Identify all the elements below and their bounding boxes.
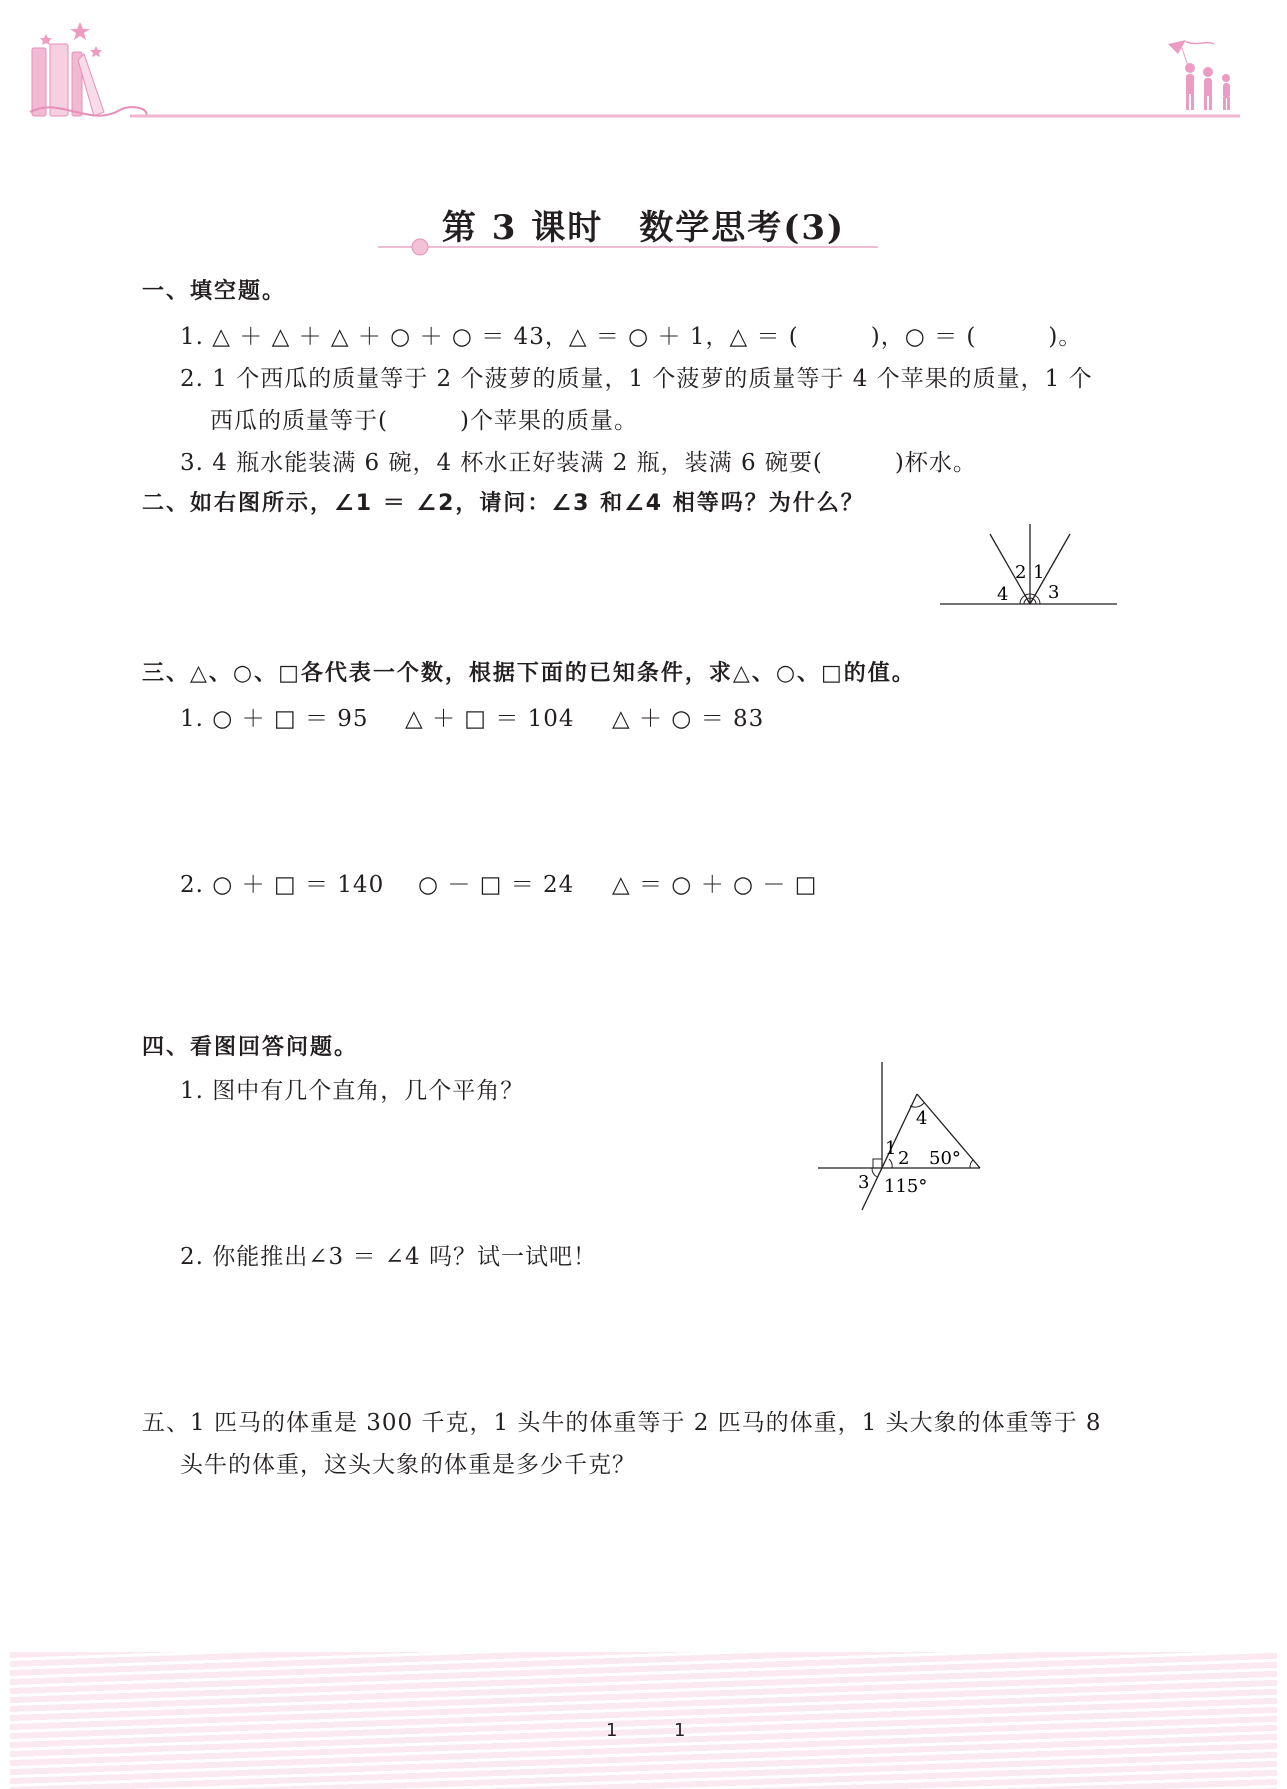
equation-3-1-a: 1. ○ ＋ □ ＝ 95: [180, 706, 369, 732]
equation-3-2-b: ○ － □ ＝ 24: [418, 872, 575, 898]
vine-ornament: [30, 107, 147, 116]
triangle-label-2: 2: [898, 1148, 910, 1169]
question-4-1: 1. 图中有几个直角，几个平角？: [180, 1078, 525, 1104]
question-1-2-line-2: 西瓜的质量等于( )个苹果的质量。: [210, 408, 638, 434]
children-kite-icon: [1168, 40, 1230, 110]
angle-figure-2: [935, 520, 1125, 610]
triangle-label-115deg: 115°: [884, 1176, 928, 1197]
footer-band: [10, 1652, 1277, 1789]
equation-3-2-c: △ ＝ ○ ＋ ○ － □: [612, 872, 818, 898]
angle-label-3: 3: [1048, 582, 1060, 603]
triangle-label-4: 4: [916, 1108, 928, 1129]
section-5-line-2: 头牛的体重，这头大象的体重是多少千克？: [180, 1452, 636, 1478]
angle-label-4: 4: [997, 584, 1009, 605]
section-5-line-1: 五、1 匹马的体重是 300 千克，1 头牛的体重等于 2 匹马的体重，1 头大象的体重等于 8: [142, 1410, 1102, 1436]
triangle-label-1: 1: [885, 1138, 897, 1159]
header-decoration: [0, 0, 1287, 135]
angle-label-2: 2: [1015, 562, 1027, 583]
section-3-heading: 三、△、○、□各代表一个数，根据下面的已知条件，求△、○、□的值。: [142, 661, 916, 686]
section-2-heading: 二、如右图所示，∠1 ＝ ∠2，请问：∠3 和∠4 相等吗？为什么？: [142, 491, 865, 516]
equation-3-1-b: △ ＋ □ ＝ 104: [405, 706, 575, 732]
section-1-heading: 一、填空题。: [142, 279, 287, 304]
angle-label-1: 1: [1033, 562, 1045, 583]
page-number-right: 1: [674, 1720, 686, 1741]
triangle-label-3: 3: [858, 1172, 870, 1193]
question-4-2: 2. 你能推出∠3 ＝ ∠4 吗？试一试吧！: [180, 1244, 597, 1270]
page-number-left: 1: [606, 1720, 618, 1741]
triangle-figure-4: [810, 1058, 990, 1218]
equation-3-2-a: 2. ○ ＋ □ ＝ 140: [180, 872, 385, 898]
question-1-3: 3. 4 瓶水能装满 6 碗，4 杯水正好装满 2 瓶，装满 6 碗要( )杯水。: [180, 450, 977, 476]
triangle-label-50deg: 50°: [929, 1148, 961, 1169]
page-title: 第 3 课时 数学思考(3): [441, 208, 846, 248]
star-icons: [40, 22, 102, 57]
title-underline: [378, 236, 878, 258]
section-4-heading: 四、看图回答问题。: [142, 1035, 359, 1060]
equation-3-1-c: △ ＋ ○ ＝ 83: [612, 706, 765, 732]
question-1-1: 1. △ ＋ △ ＋ △ ＋ ○ ＋ ○ ＝ 43，△ ＝ ○ ＋ 1，△ ＝ ( )，○ ＝ ( )。: [180, 324, 1083, 350]
question-1-2-line-1: 2. 1 个西瓜的质量等于 2 个菠萝的质量，1 个菠萝的质量等于 4 个苹果的质量，1 个: [180, 366, 1093, 392]
